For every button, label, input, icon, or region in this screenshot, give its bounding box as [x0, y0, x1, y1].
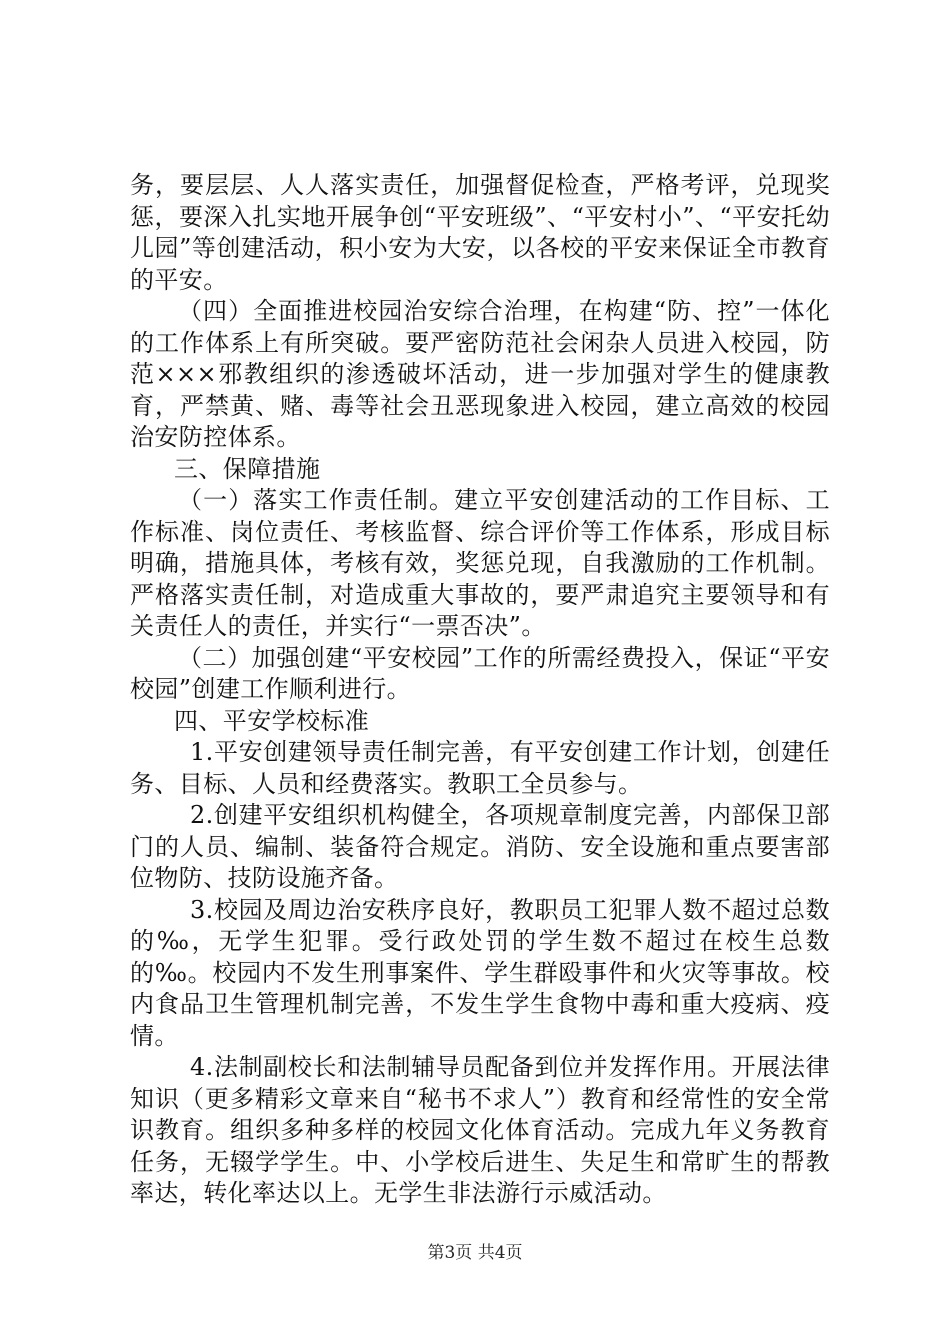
paragraph-continuation: 务，要层层、人人落实责任，加强督促检查，严格考评，兑现奖惩，要深入扎实地开展争创“平安班级”、“平安村小”、“平安托幼儿园”等创建活动，积小安为大安，以各校的平安来保证全市教育的平安。	[130, 171, 830, 294]
page-footer: 第3页 共4页	[427, 1243, 523, 1263]
paragraph-standard-one: 1.平安创建领导责任制完善，有平安创建工作计划，创建任务、目标、人员和经费落实。教职工全员参与。	[130, 738, 830, 798]
heading-safeguard-measures: 三、保障措施	[174, 454, 321, 483]
heading-safe-school-standards: 四、平安学校标准	[174, 706, 370, 735]
paragraph-measure-one: （一）落实工作责任制。建立平安创建活动的工作目标、工作标准、岗位责任、考核监督、综合评价等工作体系，形成目标明确，措施具体，考核有效，奖惩兑现，自我激励的工作机制。严格落实责任制，对造成重大事故的，要严肃追究主要领导和有关责任人的责任，并实行“一票否决”。	[130, 486, 830, 640]
paragraph-standard-three: 3.校园及周边治安秩序良好，教职员工犯罪人数不超过总数的‰，无学生犯罪。受行政处罚的学生数不超过在校生总数的‰。校园内不发生刑事案件、学生群殴事件和火灾等事故。校内食品卫生管理机制完善，不发生学生食物中毒和重大疫病、疫情。	[130, 895, 830, 1050]
paragraph-standard-four: 4.法制副校长和法制辅导员配备到位并发挥作用。开展法律知识（更多精彩文章来自“秘书不求人”）教育和经常性的安全常识教育。组织多种多样的校园文化体育活动。完成九年义务教育任务，无辍学学生。中、小学校后进生、失足生和常旷生的帮教率达，转化率达以上。无学生非法游行示威活动。	[130, 1053, 830, 1207]
document-body	[130, 170, 830, 1210]
paragraph-measure-two: （二）加强创建“平安校园”工作的所需经费投入，保证“平安校园”创建工作顺利进行。	[130, 643, 830, 703]
paragraph-standard-two: 2.创建平安组织机构健全，各项规章制度完善，内部保卫部门的人员、编制、装备符合规定。消防、安全设施和重点要害部位物防、技防设施齐备。	[130, 801, 830, 892]
paragraph-section-four: （四）全面推进校园治安综合治理，在构建“防、控”一体化的工作体系上有所突破。要严密防范社会闲杂人员进入校园，防范×××邪教组织的渗透破坏活动，进一步加强对学生的健康教育，严禁黄、赌、毒等社会丑恶现象进入校园，建立高效的校园治安防控体系。	[130, 297, 830, 451]
